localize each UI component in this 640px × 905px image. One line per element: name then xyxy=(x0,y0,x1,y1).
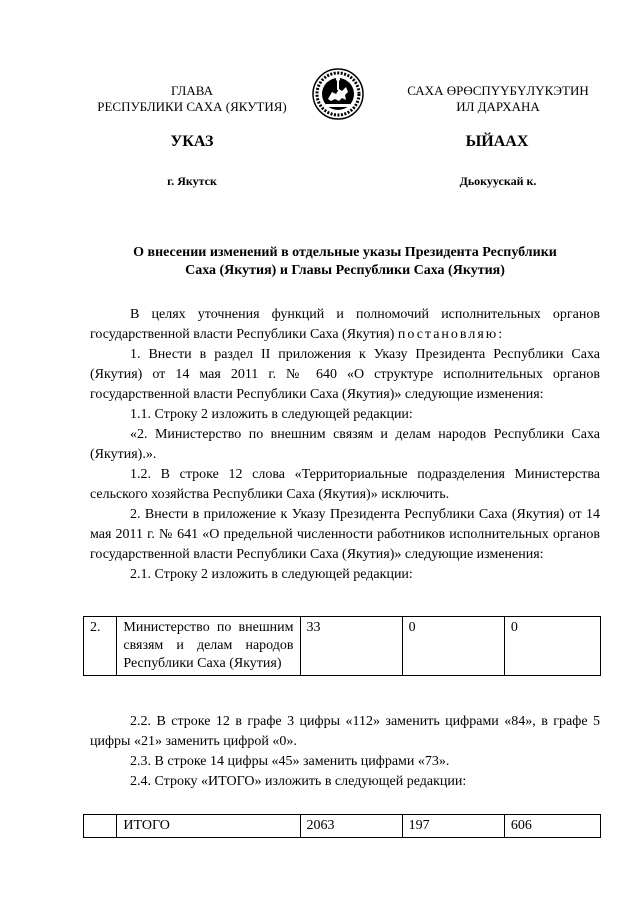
issuer-left-line1: ГЛАВА xyxy=(171,83,213,98)
cell-col4: 0 xyxy=(402,617,504,676)
item-2-4: 2.4. Строку «ИТОГО» изложить в следующей редакции: xyxy=(130,774,467,789)
issuer-right xyxy=(392,83,604,115)
document-title-line2: Саха (Якутия) и Главы Республики Саха (Якутия) xyxy=(185,263,505,278)
item-2-3: 2.3. В строке 14 цифры «45» заменить цифрами «73». xyxy=(130,754,450,769)
cell-name: ИТОГО xyxy=(117,815,300,838)
preamble-text: В целях уточнения функций и полномочий исполнительных органов государственной власти Республики Саха (Якутия) xyxy=(90,307,600,342)
issuer-left xyxy=(82,83,302,115)
issuer-left-line2: РЕСПУБЛИКИ САХА (ЯКУТИЯ) xyxy=(97,99,287,114)
doc-type-right: ЫЙААХ xyxy=(465,133,529,150)
document-title xyxy=(90,244,600,280)
document-title-line1: О внесении изменений в отдельные указы Президента Республики xyxy=(133,245,557,260)
item-1-2: 1.2. В строке 12 слова «Территориальные подразделения Министерства сельского хозяйства Республики Саха (Якутия)» исключить. xyxy=(90,467,600,502)
cell-col3: 2063 xyxy=(300,815,402,838)
document-body-part2 xyxy=(90,712,600,792)
coat-of-arms-emblem-icon xyxy=(312,68,364,120)
cell-number: 2. xyxy=(84,617,117,676)
cell-col4: 197 xyxy=(402,815,504,838)
item-1-1: 1.1. Строку 2 изложить в следующей редакции: xyxy=(130,407,413,422)
table-row-2 xyxy=(83,616,601,676)
city-right: Дьокуускай к. xyxy=(459,174,537,188)
table-row xyxy=(84,815,601,838)
preamble xyxy=(90,305,600,345)
item-2-2: 2.2. В строке 12 в графе 3 цифры «112» заменить цифрами «84», в графе 5 цифры «21» заменить цифрой «0». xyxy=(90,714,600,749)
item-2: 2. Внести в приложение к Указу Президента Республики Саха (Якутия) от 14 мая 2011 г. № 641 «О предельной численности работников исполнительных органов государственной власти Республики Саха (Якутия)» следующие изменения: xyxy=(90,507,600,562)
cell-number xyxy=(84,815,117,838)
decree-word: постановляю xyxy=(397,327,499,342)
document-body-part1 xyxy=(90,305,600,585)
preamble-end: : xyxy=(498,327,503,342)
item-2-1: 2.1. Строку 2 изложить в следующей редакции: xyxy=(130,567,413,582)
table-row xyxy=(84,617,601,676)
doc-type-left: УКАЗ xyxy=(170,133,214,150)
city-left: г. Якутск xyxy=(167,174,217,188)
item-1: 1. Внести в раздел II приложения к Указу Президента Республики Саха (Якутия) от 14 мая 2011 г. № 640 «О структуре исполнительных органов государственной власти Республики Саха (Якутия)» следующие изменения: xyxy=(90,347,600,402)
cell-col5: 606 xyxy=(504,815,600,838)
cell-name: Министерство по внешним связям и делам народов Республики Саха (Якутия) xyxy=(117,617,300,676)
issuer-right-line1: САХА ӨРӨСПҮҮБҮЛҮКЭТИН xyxy=(407,83,589,98)
issuer-right-line2: ИЛ ДАРХАНА xyxy=(456,99,540,114)
item-1-1-text: «2. Министерство по внешним связям и делам народов Республики Саха (Якутия).». xyxy=(90,427,600,462)
table-row-total xyxy=(83,814,601,838)
cell-col3: 33 xyxy=(300,617,402,676)
cell-col5: 0 xyxy=(504,617,600,676)
